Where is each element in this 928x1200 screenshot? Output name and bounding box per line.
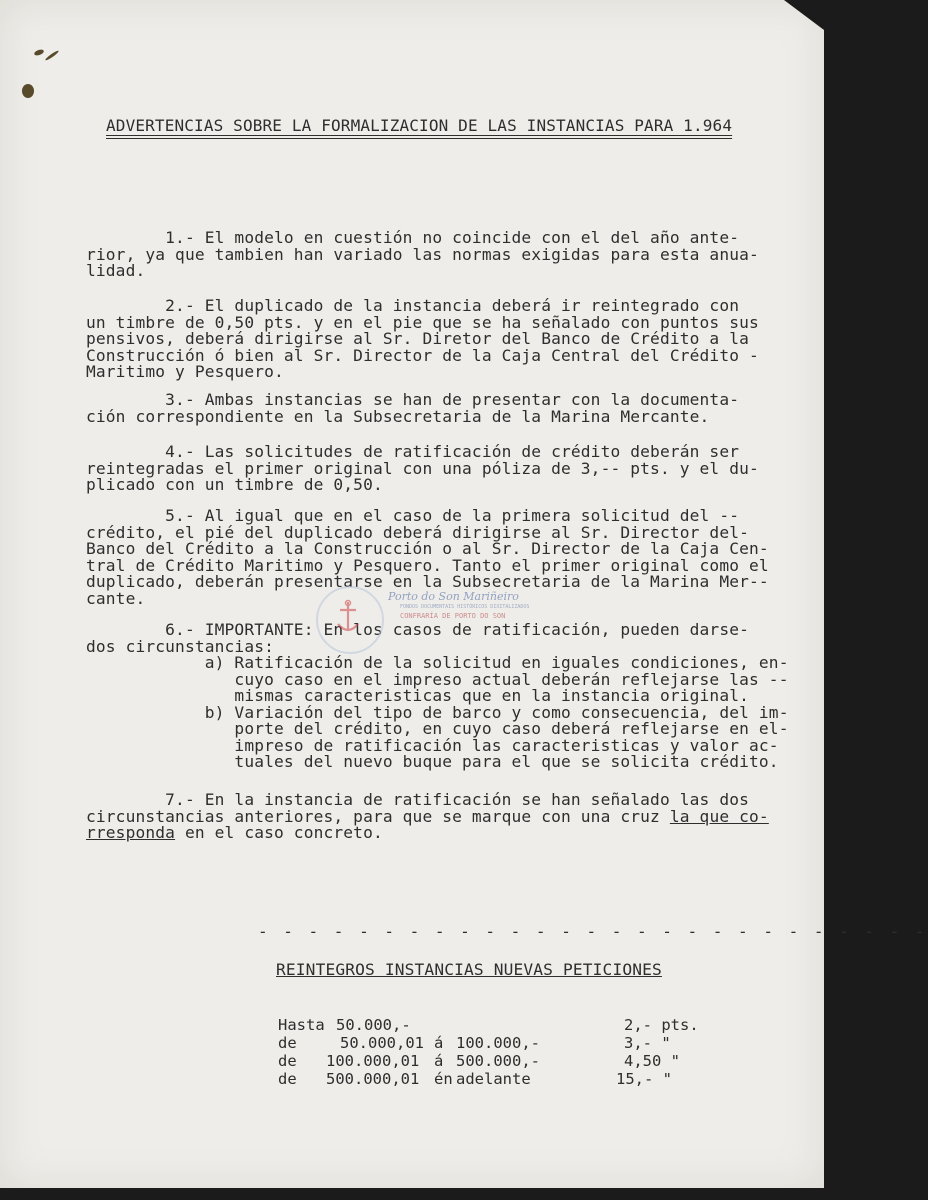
paragraph-2-line: 2.- El duplicado de la instancia deberá ir reintegrado con [86, 296, 740, 315]
paragraph-5-line: duplicado, deberán presentarse en la Subsecretaria de la Marina Mer-- [86, 572, 769, 591]
stain-mark [45, 50, 60, 62]
reintegros-from: 50.000,01 [340, 1034, 424, 1052]
paragraph-6-line: tuales del nuevo buque para el que se solicita crédito. [86, 752, 779, 771]
paragraph-6-line: mismas caracteristicas que en la instancia original. [86, 686, 750, 705]
stain-mark [33, 48, 44, 56]
separator-line: - - - - - - - - - - - - - - - - - - - - - - - - - - - [258, 922, 928, 941]
paragraph-6-line: cuyo caso en el impreso actual deberán reflejarse las -- [86, 669, 789, 689]
paragraph-1-line: 1.- El modelo en cuestión no coincide con el del año ante- [86, 228, 740, 247]
paragraph-2-line: Maritimo y Pesquero. [86, 362, 284, 381]
paragraph-6-line: a) Ratificación de la solicitud en iguales condiciones, en- [86, 653, 789, 672]
watermark-brand: Porto do Son Mariñeiro [388, 590, 519, 603]
reintegros-amount: 3,- " [624, 1034, 671, 1052]
reintegros-to: 500.000,- [456, 1052, 540, 1070]
reintegros-prefix: de [278, 1034, 297, 1052]
stain-mark [22, 84, 34, 98]
reintegros-to: 100.000,- [456, 1034, 540, 1052]
paragraph-3-line: ción correspondiente en la Subsecretaria de la Marina Mercante. [86, 406, 710, 426]
reintegros-from: 100.000,01 [326, 1052, 420, 1070]
paragraph-5-line: tral de Crédito Maritimo y Pesquero. Tanto el primer original como el [86, 555, 769, 575]
paragraph-4-line: 4.- Las solicitudes de ratificación de crédito deberán ser [86, 442, 740, 461]
underlined-phrase: la que co- [669, 806, 769, 826]
paragraph-5-line: crédito, el pié del duplicado deberá dirigirse al Sr. Director del- [86, 522, 750, 542]
paragraph-4-line: reintegradas el primer original con una póliza de 3,-- pts. y el du- [86, 458, 759, 478]
paragraph-1-line: lidad. [86, 261, 146, 280]
reintegros-from: 500.000,01 [326, 1070, 420, 1088]
underlined-phrase: rresponda [86, 823, 176, 842]
watermark-org: CONFRARÍA DE PORTO DO SON [400, 612, 506, 620]
paragraph-7-line: rresponda en el caso concreto. [86, 823, 383, 842]
paragraph-3-line: 3.- Ambas instancias se han de presentar con la documenta- [86, 390, 740, 409]
reintegros-amount: 2,- pts. [624, 1016, 699, 1034]
paragraph-2-line: un timbre de 0,50 pts. y en el pie que se ha señalado con puntos sus [86, 312, 759, 332]
paragraph-6-line: b) Variación del tipo de barco y como consecuencia, del im- [86, 702, 789, 722]
paragraph-2-line: pensivos, deberá dirigirse al Sr. Diretor del Banco de Crédito a la [86, 329, 750, 348]
paragraph-7-line: 7.- En la instancia de ratificación se han señalado las dos [86, 790, 750, 809]
reintegros-prefix: Hasta [278, 1016, 325, 1034]
folded-corner [784, 0, 824, 30]
paragraph-6-line: impreso de ratificación las caracteristicas y valor ac- [86, 735, 779, 755]
paragraph-6-line: porte del crédito, en cuyo caso deberá reflejarse en el- [86, 719, 789, 738]
paragraph-5-line: cante. [86, 588, 146, 608]
reintegros-to: adelante [456, 1070, 531, 1088]
document-title: ADVERTENCIAS SOBRE LA FORMALIZACION DE LAS INSTANCIAS PARA 1.964 [106, 116, 733, 135]
reintegros-title: REINTEGROS INSTANCIAS NUEVAS PETICIONES [276, 960, 662, 979]
paragraph-1-line: rior, ya que tambien han variado las normas exigidas para esta anua- [86, 244, 759, 264]
paragraph-2-line: Construcción ó bien al Sr. Director de la Caja Central del Crédito - [86, 345, 759, 365]
paragraph-4-line: plicado con un timbre de 0,50. [86, 475, 383, 494]
reintegros-amount: 15,- " [616, 1070, 672, 1088]
paragraph-5-line: 5.- Al igual que en el caso de la primera solicitud del -- [86, 506, 740, 525]
reintegros-connector: á [434, 1034, 444, 1052]
paragraph-6-line: 6.- IMPORTANTE: En los casos de ratificación, pueden darse- [86, 620, 750, 639]
reintegros-from: 50.000,- [336, 1016, 411, 1034]
paragraph-5-line: Banco del Crédito a la Construcción o al Sr. Director de la Caja Cen- [86, 539, 769, 558]
reintegros-prefix: de [278, 1070, 297, 1088]
paragraph-6-line: dos circunstancias: [86, 636, 275, 656]
reintegros-prefix: de [278, 1052, 297, 1070]
watermark-seal-icon [316, 586, 384, 654]
reintegros-connector: én [434, 1070, 453, 1088]
reintegros-amount: 4,50 " [624, 1052, 680, 1070]
reintegros-connector: á [434, 1052, 444, 1070]
watermark-subtitle: FONDOS DOCUMENTAIS HISTÓRICOS DIXITALIZADOS [400, 604, 530, 610]
paragraph-7-line: circunstancias anteriores, para que se marque con una cruz la que co- [86, 806, 769, 826]
